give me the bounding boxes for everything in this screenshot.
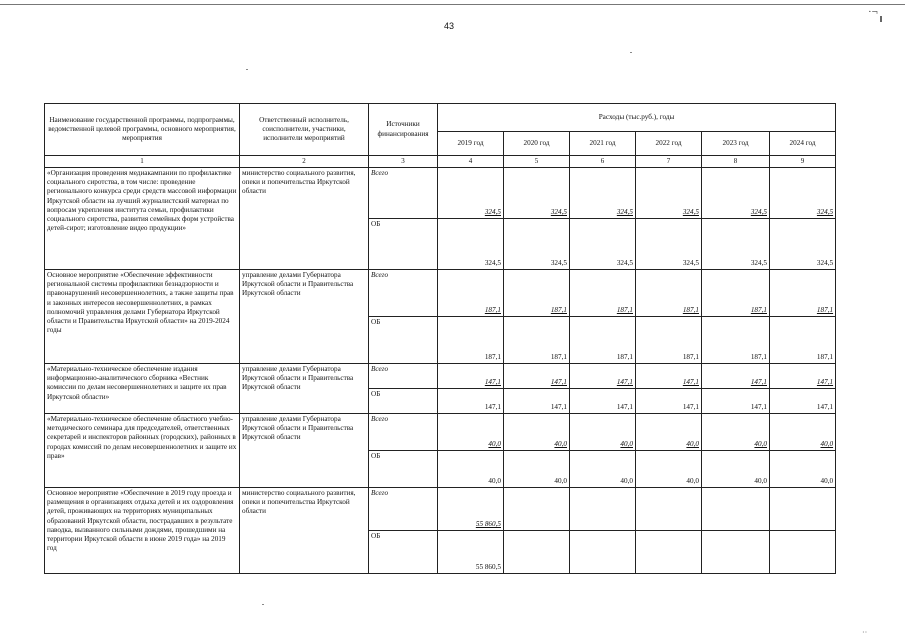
scan-speck	[630, 52, 632, 53]
total-value	[636, 487, 702, 530]
ob-value: 40,0	[770, 450, 836, 487]
table-row	[45, 413, 836, 450]
total-value	[504, 487, 570, 530]
column-number: 3	[369, 156, 438, 168]
source-total: Всего	[369, 269, 438, 316]
ob-value: 40,0	[504, 450, 570, 487]
total-value: 324,5	[770, 167, 836, 218]
column-number: 2	[240, 156, 369, 168]
source-ob: ОБ	[369, 388, 438, 413]
page-number: 43	[444, 21, 455, 31]
responsible-executor: министерство социального развития, опеки и попечительства Иркутской области	[240, 487, 369, 573]
source-total: Всего	[369, 413, 438, 450]
header-year: 2019 год	[438, 132, 504, 156]
total-value: 324,5	[702, 167, 770, 218]
ob-value	[702, 530, 770, 573]
column-number: 8	[702, 156, 770, 168]
activity-name: «Материально-техническое обеспечение издания информационно-аналитического сборника «Вестник комиссии по делам несовершеннолетних и защите их прав Иркутской области»	[45, 363, 240, 413]
header-year: 2024 год	[770, 132, 836, 156]
ob-value: 324,5	[570, 218, 636, 269]
header-expenses: Расходы (тыс.руб.), годы	[438, 104, 836, 132]
bottom-scan-mark: ··	[862, 628, 868, 637]
activity-name: «Организация проведения медиакампании по профилактике социального сиротства, в том числе: проведение регионального конкурса среди средств массовой информации Иркутской области на лучший журналистский материал по вопросам укрепления института семьи, профилактики социального сиротства, развития семейных форм устройства детей-сирот; изготовление видео продукции»	[45, 167, 240, 269]
total-value: 147,1	[702, 363, 770, 388]
ob-value: 147,1	[702, 388, 770, 413]
total-value: 40,0	[438, 413, 504, 450]
ob-value	[504, 530, 570, 573]
source-ob: ОБ	[369, 316, 438, 363]
source-total: Всего	[369, 167, 438, 218]
activity-name: Основное мероприятие «Обеспечение эффективности региональной системы профилактики безнадзорности и правонарушений несовершеннолетних, а также защиты прав и законных интересов несовершеннолетних, в рамках полномочий управления делами Губернатора Иркутской области и Правительства Иркутской области» на 2019-2024 годы	[45, 269, 240, 363]
total-value: 324,5	[570, 167, 636, 218]
ob-value: 40,0	[702, 450, 770, 487]
scan-speck	[262, 604, 264, 605]
total-value: 147,1	[504, 363, 570, 388]
header-responsible: Ответственный исполнитель, соисполнители, участники, исполнители мероприятий	[240, 104, 369, 156]
column-number: 6	[570, 156, 636, 168]
responsible-executor: управление делами Губернатора Иркутской области и Правительства Иркутской области	[240, 363, 369, 413]
total-value: 147,1	[570, 363, 636, 388]
ob-value: 187,1	[636, 316, 702, 363]
total-value: 40,0	[770, 413, 836, 450]
table-row	[45, 487, 836, 530]
ob-value	[636, 530, 702, 573]
total-value: 147,1	[770, 363, 836, 388]
total-value: 324,5	[438, 167, 504, 218]
ob-value: 147,1	[770, 388, 836, 413]
activity-name: «Материально-техническое обеспечение областного учебно-методического семинара для председателей, ответственных секретарей и инспекторов районных (городских), районных в городах комиссий по делам несовершеннолетних и защите их прав»	[45, 413, 240, 487]
page-top-edge	[0, 4, 905, 5]
column-number: 1	[45, 156, 240, 168]
header-sources: Источники финансирования	[369, 104, 438, 156]
ob-value: 324,5	[636, 218, 702, 269]
ob-value: 40,0	[636, 450, 702, 487]
ob-value: 40,0	[570, 450, 636, 487]
total-value: 187,1	[570, 269, 636, 316]
ob-value: 187,1	[504, 316, 570, 363]
total-value	[702, 487, 770, 530]
activity-name: Основное мероприятие «Обеспечение в 2019 году проезда и размещения в организациях отдыха детей и их оздоровления детей, проживающих на территориях муниципальных образований Иркутской области, пострадавших в результате паводка, вызванного сильными дождями, прошедшими на территории Иркутской области в июне 2019 года» на 2019 год	[45, 487, 240, 573]
corner-scan-mark: ·¬	[868, 6, 878, 18]
column-number: 7	[636, 156, 702, 168]
source-total: Всего	[369, 363, 438, 388]
scan-speck	[246, 69, 248, 70]
total-value: 40,0	[702, 413, 770, 450]
ob-value: 187,1	[570, 316, 636, 363]
ob-value: 187,1	[770, 316, 836, 363]
source-ob: ОБ	[369, 218, 438, 269]
total-value: 147,1	[636, 363, 702, 388]
total-value: 187,1	[770, 269, 836, 316]
column-number-row	[45, 156, 836, 168]
ob-value: 55 860,5	[438, 530, 504, 573]
source-ob: ОБ	[369, 530, 438, 573]
total-value: 324,5	[504, 167, 570, 218]
total-value: 187,1	[438, 269, 504, 316]
ob-value: 187,1	[702, 316, 770, 363]
ob-value: 324,5	[438, 218, 504, 269]
total-value: 40,0	[504, 413, 570, 450]
total-value: 40,0	[570, 413, 636, 450]
responsible-executor: министерство социального развития, опеки и попечительства Иркутской области	[240, 167, 369, 269]
total-value: 55 860,5	[438, 487, 504, 530]
column-number: 5	[504, 156, 570, 168]
ob-value	[570, 530, 636, 573]
ob-value: 324,5	[770, 218, 836, 269]
table-row	[45, 363, 836, 388]
ob-value: 40,0	[438, 450, 504, 487]
total-value: 40,0	[636, 413, 702, 450]
responsible-executor: управление делами Губернатора Иркутской области и Правительства Иркутской области	[240, 269, 369, 363]
corner-scan-tick	[880, 16, 882, 22]
ob-value: 147,1	[438, 388, 504, 413]
total-value: 187,1	[702, 269, 770, 316]
source-total: Всего	[369, 487, 438, 530]
column-number: 4	[438, 156, 504, 168]
header-year: 2022 год	[636, 132, 702, 156]
total-value: 147,1	[438, 363, 504, 388]
ob-value: 324,5	[504, 218, 570, 269]
ob-value: 147,1	[504, 388, 570, 413]
responsible-executor: управление делами Губернатора Иркутской области и Правительства Иркутской области	[240, 413, 369, 487]
ob-value: 187,1	[438, 316, 504, 363]
ob-value: 147,1	[570, 388, 636, 413]
header-year: 2020 год	[504, 132, 570, 156]
total-value	[570, 487, 636, 530]
header-name: Наименование государственной программы, подпрограммы, ведомственной целевой программы, основного мероприятия, мероприятия	[45, 104, 240, 156]
column-number: 9	[770, 156, 836, 168]
budget-table	[44, 103, 836, 574]
total-value: 187,1	[636, 269, 702, 316]
source-ob: ОБ	[369, 450, 438, 487]
header-year: 2023 год	[702, 132, 770, 156]
header-year: 2021 год	[570, 132, 636, 156]
ob-value	[770, 530, 836, 573]
table-row	[45, 167, 836, 218]
total-value: 324,5	[636, 167, 702, 218]
total-value: 187,1	[504, 269, 570, 316]
header-row-1	[45, 104, 836, 132]
ob-value: 324,5	[702, 218, 770, 269]
ob-value: 147,1	[636, 388, 702, 413]
total-value	[770, 487, 836, 530]
table-row	[45, 269, 836, 316]
